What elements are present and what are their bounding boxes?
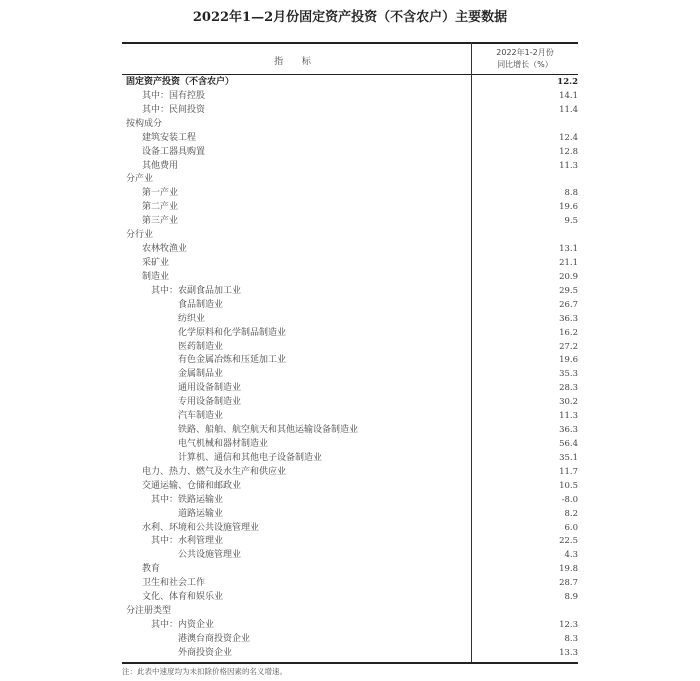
row-label: 建筑安装工程 bbox=[142, 132, 197, 143]
table-row bbox=[122, 285, 578, 299]
row-value: 12.4 bbox=[559, 132, 578, 143]
header-indicator: 指 标 bbox=[274, 57, 319, 67]
table-row bbox=[122, 76, 578, 90]
table-row bbox=[122, 201, 578, 215]
table-row bbox=[122, 313, 578, 327]
row-label: 其中：水利管理业 bbox=[151, 536, 224, 547]
row-value: 14.1 bbox=[559, 90, 578, 101]
row-value: 12.8 bbox=[559, 146, 578, 157]
row-label: 分注册类型 bbox=[126, 606, 172, 617]
row-value: 36.3 bbox=[559, 425, 578, 436]
table-row bbox=[122, 535, 578, 549]
row-value: 4.3 bbox=[564, 550, 578, 561]
table-row bbox=[122, 243, 578, 257]
row-value: 27.2 bbox=[559, 341, 578, 352]
header-value-line2: 同比增长（%） bbox=[497, 60, 553, 69]
table-row bbox=[122, 522, 578, 536]
row-label: 其中：铁路运输业 bbox=[151, 494, 224, 505]
table-body bbox=[122, 76, 578, 661]
row-label: 第一产业 bbox=[142, 188, 179, 199]
table-row bbox=[122, 257, 578, 271]
row-label: 第二产业 bbox=[142, 202, 179, 213]
table-row bbox=[122, 508, 578, 522]
row-label: 专用设备制造业 bbox=[178, 397, 242, 408]
table-row bbox=[122, 605, 578, 619]
row-value: 20.9 bbox=[559, 271, 578, 282]
table-row bbox=[122, 173, 578, 187]
row-label: 铁路、船舶、航空航天和其他运输设备制造业 bbox=[178, 425, 359, 436]
row-value: 12.3 bbox=[559, 619, 578, 630]
table-row bbox=[122, 647, 578, 661]
row-value: 11.4 bbox=[559, 104, 578, 115]
row-value: 36.3 bbox=[559, 313, 578, 324]
table-row bbox=[122, 132, 578, 146]
row-value: 8.9 bbox=[564, 592, 578, 603]
row-value: 19.6 bbox=[559, 355, 578, 366]
table-row bbox=[122, 368, 578, 382]
row-value: 22.5 bbox=[559, 536, 578, 547]
table-row bbox=[122, 354, 578, 368]
table-row bbox=[122, 271, 578, 285]
column-divider bbox=[471, 42, 472, 662]
row-value: 35.1 bbox=[559, 452, 578, 463]
row-label: 设备工器具购置 bbox=[142, 146, 206, 157]
row-label: 汽车制造业 bbox=[178, 411, 224, 422]
table-row bbox=[122, 327, 578, 341]
row-value: 11.3 bbox=[559, 160, 578, 171]
row-label: 第三产业 bbox=[142, 216, 179, 227]
table-row bbox=[122, 104, 578, 118]
row-label: 道路运输业 bbox=[178, 508, 224, 519]
row-label: 其他费用 bbox=[142, 160, 179, 171]
row-label: 分产业 bbox=[126, 174, 154, 185]
row-value: 8.2 bbox=[564, 508, 578, 519]
row-value: 28.7 bbox=[559, 578, 578, 589]
row-label: 通用设备制造业 bbox=[178, 383, 242, 394]
table-row bbox=[122, 466, 578, 480]
row-value: 13.3 bbox=[559, 647, 578, 658]
row-value: 16.2 bbox=[559, 327, 578, 338]
table-row bbox=[122, 438, 578, 452]
row-label: 化学原料和化学制品制造业 bbox=[178, 327, 287, 338]
row-label: 外商投资企业 bbox=[178, 647, 233, 658]
table-row bbox=[122, 299, 578, 313]
row-label: 纺织业 bbox=[178, 313, 206, 324]
table-row bbox=[122, 118, 578, 132]
row-label: 金属制品业 bbox=[178, 369, 224, 380]
row-value: -8.0 bbox=[561, 494, 578, 505]
table-row bbox=[122, 410, 578, 424]
row-value: 28.3 bbox=[559, 383, 578, 394]
table-row bbox=[122, 229, 578, 243]
table-row bbox=[122, 187, 578, 201]
table-row bbox=[122, 215, 578, 229]
row-label: 卫生和社会工作 bbox=[142, 578, 206, 589]
table-row bbox=[122, 160, 578, 174]
page-title: 2022年1—2月份固定资产投资（不含农户）主要数据 bbox=[192, 10, 508, 25]
row-value: 19.8 bbox=[559, 564, 578, 575]
row-value: 29.5 bbox=[559, 285, 578, 296]
row-label: 其中：内资企业 bbox=[151, 619, 215, 630]
table-row bbox=[122, 396, 578, 410]
table-note: 注：此表中速度均为未扣除价格因素的名义增速。 bbox=[122, 667, 287, 676]
table-row bbox=[122, 633, 578, 647]
row-value: 9.5 bbox=[564, 216, 578, 227]
table-row bbox=[122, 563, 578, 577]
row-label: 固定资产投资（不含农户） bbox=[126, 77, 235, 87]
row-value: 6.0 bbox=[564, 522, 578, 533]
row-value: 56.4 bbox=[559, 438, 578, 449]
table-row bbox=[122, 424, 578, 438]
row-label: 电气机械和器材制造业 bbox=[178, 438, 269, 449]
row-value: 11.3 bbox=[559, 411, 578, 422]
row-label: 分行业 bbox=[126, 230, 154, 241]
row-label: 其中：民间投资 bbox=[142, 104, 206, 115]
table-bottom-rule bbox=[122, 662, 578, 664]
row-label: 食品制造业 bbox=[178, 299, 224, 310]
row-value: 8.3 bbox=[564, 633, 578, 644]
row-label: 港澳台商投资企业 bbox=[178, 633, 251, 644]
table-row bbox=[122, 452, 578, 466]
table-row bbox=[122, 591, 578, 605]
table-row bbox=[122, 549, 578, 563]
table-row bbox=[122, 619, 578, 633]
table-row bbox=[122, 146, 578, 160]
row-label: 交通运输、仓储和邮政业 bbox=[142, 480, 242, 491]
table-row bbox=[122, 382, 578, 396]
row-label: 其中：农副食品加工业 bbox=[151, 285, 242, 296]
row-label: 采矿业 bbox=[142, 257, 170, 268]
row-value: 30.2 bbox=[559, 397, 578, 408]
row-label: 按构成分 bbox=[126, 118, 163, 129]
row-value: 10.5 bbox=[559, 480, 578, 491]
row-value: 12.2 bbox=[557, 77, 578, 87]
row-label: 农林牧渔业 bbox=[142, 244, 188, 255]
row-label: 有色金属冶炼和压延加工业 bbox=[178, 355, 287, 366]
row-value: 21.1 bbox=[559, 257, 578, 268]
table-header bbox=[122, 44, 578, 74]
row-value: 26.7 bbox=[559, 299, 578, 310]
table-row bbox=[122, 341, 578, 355]
row-label: 电力、热力、燃气及水生产和供应业 bbox=[142, 466, 287, 477]
table-row bbox=[122, 494, 578, 508]
header-value-line1: 2022年1-2月份 bbox=[496, 48, 554, 57]
header-rule bbox=[122, 74, 578, 75]
row-label: 其中：国有控股 bbox=[142, 90, 206, 101]
row-value: 35.3 bbox=[559, 369, 578, 380]
row-label: 教育 bbox=[142, 564, 161, 575]
row-label: 计算机、通信和其他电子设备制造业 bbox=[178, 452, 323, 463]
header-value bbox=[472, 47, 578, 71]
row-label: 公共设施管理业 bbox=[178, 550, 242, 561]
row-label: 水利、环境和公共设施管理业 bbox=[142, 522, 260, 533]
table-row bbox=[122, 480, 578, 494]
table-row bbox=[122, 577, 578, 591]
table-row bbox=[122, 90, 578, 104]
row-value: 19.6 bbox=[559, 202, 578, 213]
row-label: 文化、体育和娱乐业 bbox=[142, 592, 224, 603]
row-label: 制造业 bbox=[142, 271, 170, 282]
row-value: 8.8 bbox=[564, 188, 578, 199]
row-value: 13.1 bbox=[559, 244, 578, 255]
row-value: 11.7 bbox=[559, 466, 578, 477]
row-label: 医药制造业 bbox=[178, 341, 224, 352]
